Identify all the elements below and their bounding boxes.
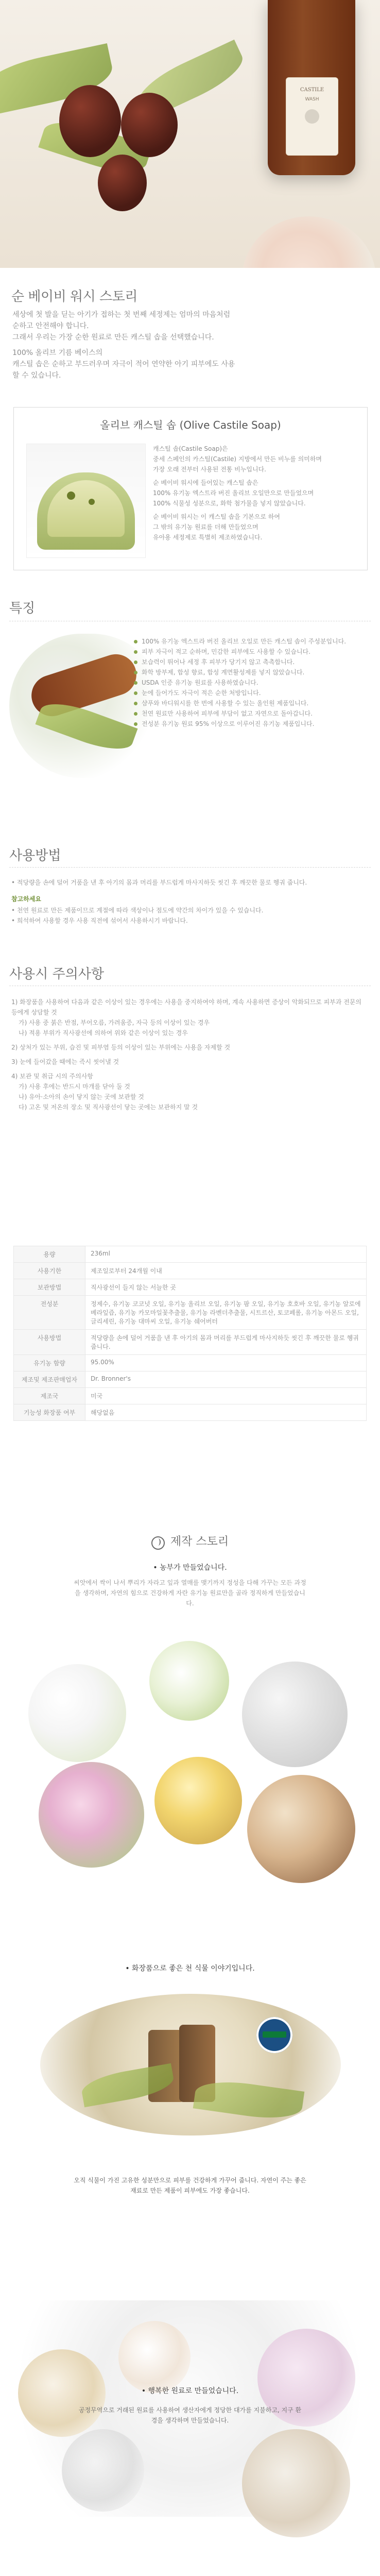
spec-key: 사용기한 [14,1263,85,1279]
feature-item: 눈에 들어가도 자극이 적은 순한 처방입니다. [134,688,368,698]
bullet-icon [134,691,137,695]
spec-value: Dr. Bronner's [85,1371,367,1388]
photo-circle-field [149,1641,229,1721]
features-title: 특징 [9,601,36,616]
ingredient-circle [62,2429,144,2512]
caution-item: 3) 눈에 들어갔을 때에는 즉시 씻어낼 것 [11,1058,119,1065]
spec-key: 사용방법 [14,1330,85,1355]
caution-item: 나) 적용 부위가 직사광선에 의하여 위와 같은 이상이 있는 경우 [19,1029,188,1037]
bullet-icon [134,650,137,654]
caution-item: 다) 고온 및 저온의 장소 및 직사광선이 닿는 곳에는 보관하지 말 것 [19,1104,198,1111]
bottle-label-line2: WASH [305,97,319,102]
making-paragraph: 씨앗에서 싹이 나서 뿌리가 자라고 잎과 열매를 맺기까지 정성을 다해 가꾸는 모든 과정을 생각하며, 자연의 힘으로 건강하게 자란 유기농 원료만을 골라 정직하게 만들었습니다. [74,1579,306,1607]
spec-value: 미국 [85,1388,367,1404]
feature-item: 전성분 유기농 원료 95% 이상으로 이루어진 유기농 제품입니다. [134,719,368,729]
story-paragraph: 100% 올리브 기름 베이스의 [12,349,103,357]
table-row [14,1355,367,1371]
spec-table [13,1246,367,1421]
spec-value: 95.00% [85,1355,367,1371]
bottle-label [286,77,338,156]
photo-circle-factory [247,1775,355,1883]
ingredient-circle [118,2321,191,2393]
bullet-icon [134,722,137,726]
castile-info-box [13,407,368,570]
story-title: 순 베이비 워시 스토리 [11,289,137,304]
making-section3-title: • 행복한 원료로 만들었습니다. [141,2387,239,2395]
bullet-icon [134,660,137,664]
section-divider [9,867,371,868]
olive-1 [59,85,121,157]
caution-item: 2) 상처가 있는 부위, 습진 및 피부염 등의 이상이 있는 부위에는 사용을 자제할 것 [11,1044,231,1051]
making-title: 제작 스토리 [170,1535,229,1548]
spec-key: 용량 [14,1246,85,1263]
caution-title: 사용시 주의사항 [9,967,105,982]
spec-value: 적당량을 손에 덜어 거품을 낸 후 아기의 몸과 머리를 부드럽게 마사지하듯 씻긴 후 깨끗한 물로 헹궈 줍니다. [85,1330,367,1355]
feature-item: 천연 원료만 사용하여 피부에 부담이 없고 자연으로 돌아갑니다. [134,708,368,719]
spec-key: 제조국 [14,1388,85,1404]
usage-highlight: 참고하세요 [11,895,41,903]
table-row [14,1388,367,1404]
table-row [14,1263,367,1279]
spec-key: 제조및 제조판매업자 [14,1371,85,1388]
plants-photo [40,1994,341,2136]
feature-item: 보습력이 뛰어나 세정 후 피부가 당기지 않고 촉촉합니다. [134,657,368,667]
feature-item: 피부 자극이 적고 순하며, 민감한 피부에도 사용할 수 있습니다. [134,647,368,657]
bullet-icon [134,712,137,716]
baby-hands-image [242,216,376,268]
castile-line: 캐스틸 솝(Castile Soap)은 [153,445,228,452]
table-row [14,1296,367,1330]
features-list [134,636,368,729]
hero-banner [0,0,380,268]
story-body [12,309,239,381]
castile-line: 100% 식물성 성분으로, 화학 첨가물을 넣지 않았습니다. [153,500,306,507]
feature-item: 화학 방부제, 합성 향료, 합성 계면활성제를 넣지 않았습니다. [134,667,368,677]
photo-circle-yellow-flower [154,1757,242,1844]
usage-notes [11,905,367,926]
castile-line: 순 베이비 워시는 이 캐스틸 솝을 기본으로 하여 [153,513,280,520]
table-row [14,1371,367,1388]
table-row [14,1246,367,1263]
story-paragraph: 세상에 첫 발을 딛는 아기가 접하는 첫 번째 세정제는 엄마의 마음처럼 순하고 안전해야 합니다. [12,311,231,330]
spec-key: 전성분 [14,1296,85,1330]
spec-key: 유기농 함량 [14,1355,85,1371]
spec-key: 기능성 화장품 여부 [14,1404,85,1421]
feature-item: 100% 유기농 엑스트라 버진 올리브 오일로 만든 캐스틸 솝이 주성분입니다. [134,636,368,647]
caution-item: 가) 사용 후에는 반드시 마개를 닫아 둘 것 [19,1083,130,1090]
olive-oil-photo [26,444,146,558]
caution-item: 나) 유아·소아의 손이 닿지 않는 곳에 보관할 것 [19,1093,144,1100]
caution-item: 가) 사용 중 붉은 반점, 부어오름, 가려움증, 자극 등의 이상이 있는 경우 [19,1019,210,1026]
usda-mini-badge [256,2017,292,2053]
usage-line: • 적당량을 손에 덜어 거품을 낸 후 아기의 몸과 머리를 부드럽게 마사지하듯 씻긴 후 깨끗한 물로 헹궈 줍니다. [11,879,307,886]
photo-circle-pink-flower [39,1762,144,1868]
table-row [14,1404,367,1421]
spec-value: 직사광선이 들지 않는 서늘한 곳 [85,1279,367,1296]
herb-leaf [193,2077,305,2124]
caution-item: 1) 화장품을 사용하여 다음과 같은 이상이 있는 경우에는 사용을 중지하여야 하며, 계속 사용하면 증상이 악화되므로 피부과 전문의 등에게 상담할 것 [11,998,361,1016]
usage-note: • 희석하여 사용할 경우 사용 직전에 섞어서 사용하시기 바랍니다. [11,917,188,924]
spec-value: 해당없음 [85,1404,367,1421]
olive-dot-icon [89,499,95,505]
castile-line: 순 베이비 워시에 들어있는 캐스틸 솝은 [153,479,258,486]
making-section2-title: • 화장품으로 좋은 천 식물 이야기입니다. [125,1964,255,1973]
photo-circle-hands [242,1662,348,1767]
table-row [14,1279,367,1296]
usage-title: 사용방법 [9,848,61,863]
olive-3 [98,155,147,211]
caution-list [11,997,367,1112]
castile-description [153,444,354,543]
feature-item: USDA 인증 유기농 원료를 사용하였습니다. [134,677,368,688]
making-subtitle: • 농부가 만들었습니다. [153,1564,227,1572]
castile-line: 가장 오래 전부터 사용된 전통 비누입니다. [153,466,266,473]
castile-line: 그 밖의 유기농 원료를 더해 만들었으며 [153,523,258,531]
castile-line: 유아용 세정제로 특별히 제조하였습니다. [153,534,263,541]
olive-2 [121,93,178,157]
castile-line: 100% 유기농 엑스트라 버진 올리브 오일만으로 만들었으며 [153,489,314,497]
making-section2-paragraph: 오직 식물이 가진 고유한 성분만으로 피부를 건강하게 가꾸어 줍니다. 자연이 주는 좋은 재료로 만든 제품이 피부에도 가장 좋습니다. [74,2177,306,2194]
bullet-icon [134,640,137,643]
bullet-icon [134,681,137,685]
usda-mini-band [263,2031,286,2038]
bottle-label-line1: CASTILE [300,87,324,93]
story-paragraph: 캐스틸 솝은 순하고 부드러우며 자극이 적어 연약한 아기 피부에도 사용할 수 있습니다. [12,360,235,380]
spec-value: 236ml [85,1246,367,1263]
bullet-icon [134,702,137,705]
spec-value: 제조일로부터 24개월 이내 [85,1263,367,1279]
making-header [0,1533,380,1550]
photo-circle-flower [28,1664,126,1762]
spec-value: 정제수, 유기농 코코넛 오일, 유기농 올리브 오일, 유기농 팜 오일, 유기농 호호바 오일, 유기농 알로에베라잎즙, 유기농 카모마일꽃추출물, 유기농 라벤더추출물, 시트르산, 토코페롤, 유기농 아몬드 오일, 글리세린, 유기농 대마씨 오일, 유기농 쉐어버터 [85,1296,367,1330]
story-paragraph: 그래서 우리는 가장 순한 원료로 만든 캐스틸 솝을 선택했습니다. [12,333,214,342]
castile-title: 올리브 캐스틸 솝 (Olive Castile Soap) [100,419,281,431]
bullet-icon [134,671,137,674]
usage-note: • 천연 원료로 만든 제품이므로 계절에 따라 색상이나 점도에 약간의 차이가 있을 수 있습니다. [11,907,264,914]
table-row [14,1330,367,1355]
olive-dot-icon [67,492,75,500]
making-section3-paragraph: 공정무역으로 거래된 원료를 사용하여 생산자에게 정당한 대가를 지불하고, 지구 환경을 생각하며 만들었습니다. [78,2406,302,2424]
ingredient-circle [242,2429,350,2537]
bottle-seal-icon [305,109,319,124]
caution-item: 4) 보관 및 취급 시의 주의사항 [11,1073,93,1080]
spec-key: 보관방법 [14,1279,85,1296]
brand-logo-icon [151,1536,165,1550]
castile-line: 중세 스페인의 카스틸(Castile) 지방에서 만든 비누를 의미하며 [153,455,322,463]
feature-item: 샴푸와 바디워시를 한 번에 사용할 수 있는 올인원 제품입니다. [134,698,368,708]
